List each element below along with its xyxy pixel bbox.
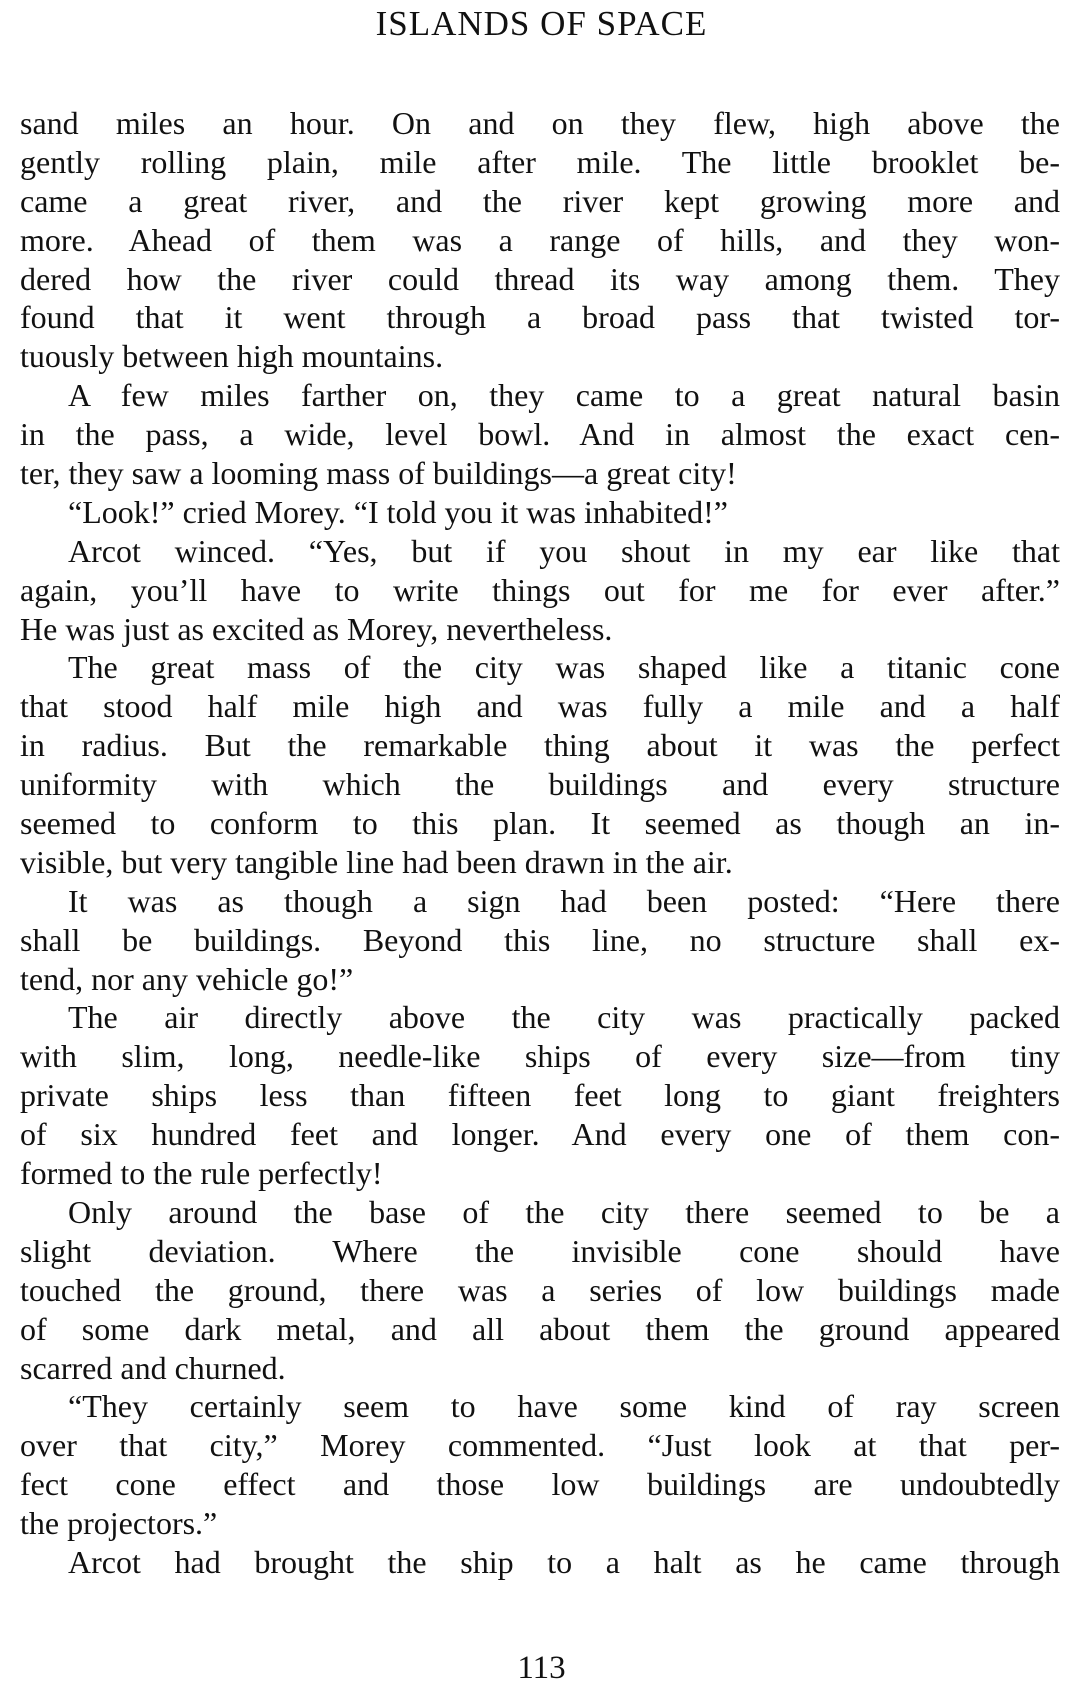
text-line: Only around the base of the city there seemed to be a [68, 1193, 1060, 1230]
text-line: sand miles an hour. On and on they flew, high above the [20, 105, 1060, 141]
text-line: more. Ahead of them was a range of hills, and they won- [20, 221, 1060, 258]
text-line: tuously between high mountains. [20, 338, 444, 375]
text-line: slight deviation. Where the invisible cone should have [20, 1232, 1060, 1269]
text-line: It was as though a sign had been posted: “Here there [68, 882, 1060, 919]
text-line: The great mass of the city was shaped like a titanic cone [68, 649, 1060, 686]
page-number: 113 [517, 1650, 566, 1686]
text-line: touched the ground, there was a series of low buildings made [20, 1271, 1060, 1308]
text-line: gently rolling plain, mile after mile. The little brooklet be- [20, 143, 1060, 180]
body-text [20, 104, 1060, 1582]
text-line: He was just as excited as Morey, nevertheless. [20, 610, 613, 647]
text-line: seemed to conform to this plan. It seemed as though an in- [20, 805, 1060, 842]
text-line: of six hundred feet and longer. And every one of them con- [20, 1116, 1060, 1153]
text-line: the projectors.” [20, 1505, 218, 1542]
text-line: of some dark metal, and all about them the ground appeared [20, 1310, 1060, 1347]
text-line: Arcot winced. “Yes, but if you shout in my ear like that [68, 532, 1060, 569]
text-line: A few miles farther on, they came to a great natural basin [68, 377, 1060, 414]
text-line: private ships less than fifteen feet long to giant freighters [20, 1077, 1060, 1114]
text-line: Arcot had brought the ship to a halt as he came through [68, 1543, 1060, 1580]
text-line: The air directly above the city was practically packed [68, 999, 1060, 1036]
text-line: uniformity with which the buildings and every structure [20, 766, 1060, 803]
text-line: with slim, long, needle-like ships of every size—from tiny [20, 1038, 1060, 1075]
text-line: “They certainly seem to have some kind of ray screen [68, 1388, 1060, 1425]
text-line: tend, nor any vehicle go!” [20, 960, 354, 997]
text-line: formed to the rule perfectly! [20, 1155, 383, 1192]
text-line: over that city,” Morey commented. “Just look at that per- [20, 1427, 1060, 1464]
running-head-title: ISLANDS OF SPACE [375, 4, 708, 43]
text-line: in the pass, a wide, level bowl. And in almost the exact cen- [20, 416, 1060, 453]
text-line: ter, they saw a looming mass of buildings—a great city! [20, 455, 737, 492]
text-line: in radius. But the remarkable thing about it was the perfect [20, 727, 1060, 764]
text-line: dered how the river could thread its way among them. They [20, 260, 1060, 297]
text-line: again, you’ll have to write things out for me for ever after.” [20, 571, 1060, 608]
text-line: came a great river, and the river kept growing more and [20, 182, 1060, 219]
text-line: “Look!” cried Morey. “I told you it was inhabited!” [68, 493, 728, 530]
text-line: scarred and churned. [20, 1349, 286, 1386]
text-line: that stood half mile high and was fully a mile and a half [20, 688, 1060, 725]
text-line: visible, but very tangible line had been drawn in the air. [20, 843, 733, 880]
text-line: shall be buildings. Beyond this line, no structure shall ex- [20, 921, 1060, 958]
text-line: found that it went through a broad pass that twisted tor- [20, 299, 1060, 336]
text-line: fect cone effect and those low buildings are undoubtedly [20, 1466, 1060, 1503]
